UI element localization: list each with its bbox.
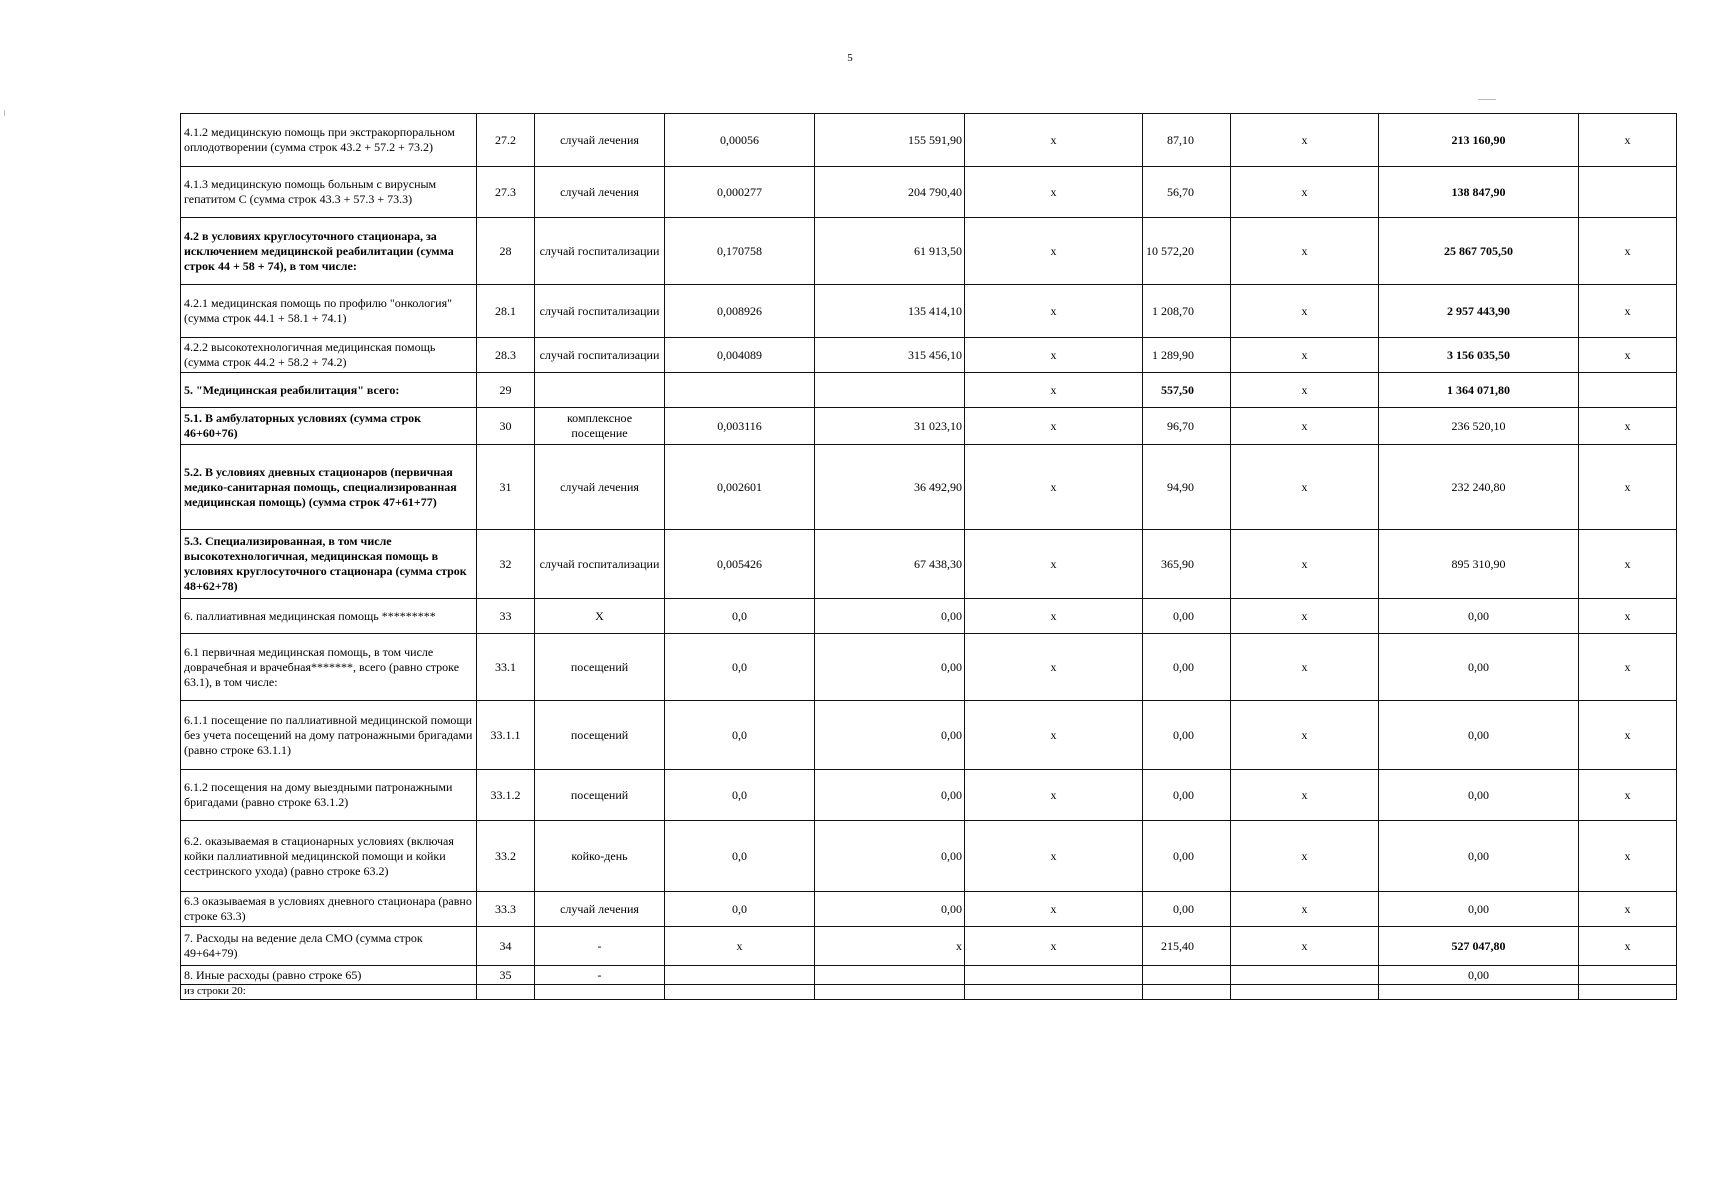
share-percent: х xyxy=(1579,892,1677,927)
total-budget: х xyxy=(1231,821,1379,892)
total-budget: х xyxy=(1231,373,1379,408)
per-capita-budget: х xyxy=(965,408,1143,445)
row-name: 4.2 в условиях круглосуточного стационара, за исключением медицинской реабилитации (сумма строк 44 + 58 + 74), в том числе: xyxy=(181,218,477,285)
share-percent: х xyxy=(1579,114,1677,167)
normative-volume: 0,0 xyxy=(665,634,815,701)
normative-volume: 0,0 xyxy=(665,892,815,927)
normative-cost: 67 438,30 xyxy=(815,530,965,599)
normative-volume: 0,000277 xyxy=(665,167,815,218)
per-capita-budget: х xyxy=(965,770,1143,821)
per-capita-budget: х xyxy=(965,285,1143,338)
per-capita-budget: х xyxy=(965,167,1143,218)
per-capita-budget: х xyxy=(965,701,1143,770)
row-number: 30 xyxy=(477,408,535,445)
share-percent xyxy=(1579,167,1677,218)
normative-cost: 0,00 xyxy=(815,892,965,927)
table-row xyxy=(181,114,1677,167)
unit-of-measure: случай лечения xyxy=(535,892,665,927)
share-percent: х xyxy=(1579,599,1677,634)
total-oms: 232 240,80 xyxy=(1379,445,1579,530)
per-capita-budget: х xyxy=(965,892,1143,927)
normative-cost: 155 591,90 xyxy=(815,114,965,167)
total-budget: х xyxy=(1231,701,1379,770)
total-budget xyxy=(1231,985,1379,1000)
total-budget: х xyxy=(1231,445,1379,530)
per-capita-oms: 56,70 xyxy=(1143,167,1231,218)
per-capita-budget: х xyxy=(965,373,1143,408)
per-capita-oms: 1 289,90 xyxy=(1143,338,1231,373)
total-budget: х xyxy=(1231,770,1379,821)
per-capita-budget: х xyxy=(965,218,1143,285)
total-oms: 0,00 xyxy=(1379,770,1579,821)
total-budget: х xyxy=(1231,338,1379,373)
row-name: 6.1 первичная медицинская помощь, в том числе доврачебная и врачебная*******, всего (равно строке 63.1), в том числе: xyxy=(181,634,477,701)
share-percent: х xyxy=(1579,821,1677,892)
normative-volume xyxy=(665,966,815,985)
table-row xyxy=(181,770,1677,821)
per-capita-oms: 0,00 xyxy=(1143,634,1231,701)
per-capita-oms: 1 208,70 xyxy=(1143,285,1231,338)
per-capita-oms: 87,10 xyxy=(1143,114,1231,167)
per-capita-oms: 557,50 xyxy=(1143,373,1231,408)
total-budget: х xyxy=(1231,927,1379,966)
per-capita-oms: 365,90 xyxy=(1143,530,1231,599)
row-name: 6.1.2 посещения на дому выездными патронажными бригадами (равно строке 63.1.2) xyxy=(181,770,477,821)
share-percent: х xyxy=(1579,530,1677,599)
total-budget: х xyxy=(1231,892,1379,927)
total-oms: 0,00 xyxy=(1379,966,1579,985)
normative-cost: 204 790,40 xyxy=(815,167,965,218)
normative-cost: 0,00 xyxy=(815,634,965,701)
share-percent xyxy=(1579,985,1677,1000)
share-percent: х xyxy=(1579,218,1677,285)
total-oms: 213 160,90 xyxy=(1379,114,1579,167)
normative-volume: 0,004089 xyxy=(665,338,815,373)
total-oms: 3 156 035,50 xyxy=(1379,338,1579,373)
normative-cost: 61 913,50 xyxy=(815,218,965,285)
normative-volume: 0,00056 xyxy=(665,114,815,167)
row-name: 4.2.2 высокотехнологичная медицинская помощь (сумма строк 44.2 + 58.2 + 74.2) xyxy=(181,338,477,373)
normative-volume: 0,003116 xyxy=(665,408,815,445)
per-capita-oms: 94,90 xyxy=(1143,445,1231,530)
normative-cost: х xyxy=(815,927,965,966)
per-capita-oms: 0,00 xyxy=(1143,599,1231,634)
normative-volume: 0,0 xyxy=(665,701,815,770)
per-capita-oms: 0,00 xyxy=(1143,770,1231,821)
unit-of-measure: - xyxy=(535,966,665,985)
per-capita-budget: х xyxy=(965,338,1143,373)
normative-cost xyxy=(815,966,965,985)
unit-of-measure: посещений xyxy=(535,701,665,770)
row-number: 35 xyxy=(477,966,535,985)
row-number: 33.1 xyxy=(477,634,535,701)
per-capita-budget: х xyxy=(965,821,1143,892)
per-capita-oms: 0,00 xyxy=(1143,821,1231,892)
row-number: 34 xyxy=(477,927,535,966)
per-capita-budget: х xyxy=(965,114,1143,167)
normative-cost: 31 023,10 xyxy=(815,408,965,445)
scan-speck xyxy=(4,110,5,116)
unit-of-measure: случай лечения xyxy=(535,445,665,530)
row-number: 31 xyxy=(477,445,535,530)
per-capita-oms: 96,70 xyxy=(1143,408,1231,445)
table-row xyxy=(181,338,1677,373)
normative-volume xyxy=(665,373,815,408)
per-capita-oms: 215,40 xyxy=(1143,927,1231,966)
table-row xyxy=(181,701,1677,770)
total-budget xyxy=(1231,966,1379,985)
row-name: 4.1.2 медицинскую помощь при экстракорпоральном оплодотворении (сумма строк 43.2 + 57.2 + 73.2) xyxy=(181,114,477,167)
normative-cost xyxy=(815,985,965,1000)
normative-cost xyxy=(815,373,965,408)
table-row xyxy=(181,408,1677,445)
normative-cost: 135 414,10 xyxy=(815,285,965,338)
table-body xyxy=(181,114,1677,1000)
unit-of-measure: случай госпитализации xyxy=(535,530,665,599)
normative-volume: 0,0 xyxy=(665,821,815,892)
normative-volume xyxy=(665,985,815,1000)
normative-cost: 36 492,90 xyxy=(815,445,965,530)
per-capita-budget: х xyxy=(965,927,1143,966)
total-oms: 0,00 xyxy=(1379,821,1579,892)
total-oms: 895 310,90 xyxy=(1379,530,1579,599)
per-capita-oms: 0,00 xyxy=(1143,892,1231,927)
total-oms: 0,00 xyxy=(1379,634,1579,701)
row-name: 6.1.1 посещение по паллиативной медицинской помощи без учета посещений на дому патронажными бригадами (равно строке 63.1.1) xyxy=(181,701,477,770)
total-oms: 2 957 443,90 xyxy=(1379,285,1579,338)
total-budget: х xyxy=(1231,408,1379,445)
unit-of-measure: случай госпитализации xyxy=(535,338,665,373)
table-row xyxy=(181,218,1677,285)
per-capita-budget xyxy=(965,966,1143,985)
row-name: 5.1. В амбулаторных условиях (сумма строк 46+60+76) xyxy=(181,408,477,445)
unit-of-measure: койко-день xyxy=(535,821,665,892)
total-oms: 25 867 705,50 xyxy=(1379,218,1579,285)
row-name: 5.3. Специализированная, в том числе высокотехнологичная, медицинская помощь в условиях круглосуточного стационара (сумма строк 48+62+78) xyxy=(181,530,477,599)
indicators-table xyxy=(180,113,1677,1000)
row-number: 28.1 xyxy=(477,285,535,338)
per-capita-oms: 10 572,20 xyxy=(1143,218,1231,285)
table-row xyxy=(181,821,1677,892)
normative-volume: 0,0 xyxy=(665,770,815,821)
normative-cost: 0,00 xyxy=(815,599,965,634)
total-budget: х xyxy=(1231,599,1379,634)
total-oms: 0,00 xyxy=(1379,599,1579,634)
row-name: 8. Иные расходы (равно строке 65) xyxy=(181,966,477,985)
total-oms: 0,00 xyxy=(1379,701,1579,770)
table-row xyxy=(181,599,1677,634)
total-oms xyxy=(1379,985,1579,1000)
per-capita-budget: х xyxy=(965,634,1143,701)
scan-speck xyxy=(1478,99,1496,100)
row-name: 4.2.1 медицинская помощь по профилю "онкология" (сумма строк 44.1 + 58.1 + 74.1) xyxy=(181,285,477,338)
row-number: 27.3 xyxy=(477,167,535,218)
total-oms: 527 047,80 xyxy=(1379,927,1579,966)
row-number: 33.2 xyxy=(477,821,535,892)
share-percent: х xyxy=(1579,770,1677,821)
share-percent xyxy=(1579,966,1677,985)
share-percent: х xyxy=(1579,927,1677,966)
normative-cost: 315 456,10 xyxy=(815,338,965,373)
row-number: 33.3 xyxy=(477,892,535,927)
table-row xyxy=(181,985,1677,1000)
table-row xyxy=(181,530,1677,599)
per-capita-oms xyxy=(1143,985,1231,1000)
table-row xyxy=(181,966,1677,985)
row-name: 4.1.3 медицинскую помощь больным с вирусным гепатитом С (сумма строк 43.3 + 57.3 + 73.3) xyxy=(181,167,477,218)
total-budget: х xyxy=(1231,114,1379,167)
share-percent: х xyxy=(1579,408,1677,445)
unit-of-measure: комплексное посещение xyxy=(535,408,665,445)
unit-of-measure: посещений xyxy=(535,770,665,821)
row-number: 29 xyxy=(477,373,535,408)
per-capita-oms xyxy=(1143,966,1231,985)
normative-cost: 0,00 xyxy=(815,701,965,770)
row-name: из строки 20: xyxy=(181,985,477,1000)
unit-of-measure: - xyxy=(535,927,665,966)
per-capita-budget: х xyxy=(965,530,1143,599)
share-percent: х xyxy=(1579,338,1677,373)
unit-of-measure: Х xyxy=(535,599,665,634)
table-row xyxy=(181,927,1677,966)
table-row xyxy=(181,634,1677,701)
normative-volume: х xyxy=(665,927,815,966)
row-name: 6.2. оказываемая в стационарных условиях (включая койки паллиативной медицинской помощи и койки сестринского ухода) (равно строке 63.2) xyxy=(181,821,477,892)
table-row xyxy=(181,167,1677,218)
row-number: 28.3 xyxy=(477,338,535,373)
row-number: 32 xyxy=(477,530,535,599)
unit-of-measure: случай лечения xyxy=(535,114,665,167)
row-number xyxy=(477,985,535,1000)
total-budget: х xyxy=(1231,530,1379,599)
share-percent: х xyxy=(1579,445,1677,530)
total-budget: х xyxy=(1231,167,1379,218)
share-percent: х xyxy=(1579,701,1677,770)
row-number: 27.2 xyxy=(477,114,535,167)
normative-volume: 0,0 xyxy=(665,599,815,634)
per-capita-budget: х xyxy=(965,599,1143,634)
row-number: 33.1.1 xyxy=(477,701,535,770)
table-row xyxy=(181,892,1677,927)
normative-volume: 0,008926 xyxy=(665,285,815,338)
unit-of-measure xyxy=(535,373,665,408)
row-name: 7. Расходы на ведение дела СМО (сумма строк 49+64+79) xyxy=(181,927,477,966)
total-oms: 1 364 071,80 xyxy=(1379,373,1579,408)
row-name: 5. "Медицинская реабилитация" всего: xyxy=(181,373,477,408)
total-oms: 138 847,90 xyxy=(1379,167,1579,218)
unit-of-measure: посещений xyxy=(535,634,665,701)
total-oms: 0,00 xyxy=(1379,892,1579,927)
total-oms: 236 520,10 xyxy=(1379,408,1579,445)
unit-of-measure: случай госпитализации xyxy=(535,218,665,285)
share-percent: х xyxy=(1579,634,1677,701)
row-name: 6. паллиативная медицинская помощь ********* xyxy=(181,599,477,634)
row-name: 6.3 оказываемая в условиях дневного стационара (равно строке 63.3) xyxy=(181,892,477,927)
row-number: 33.1.2 xyxy=(477,770,535,821)
normative-volume: 0,170758 xyxy=(665,218,815,285)
share-percent xyxy=(1579,373,1677,408)
per-capita-budget: х xyxy=(965,445,1143,530)
table-row xyxy=(181,445,1677,530)
total-budget: х xyxy=(1231,218,1379,285)
unit-of-measure: случай лечения xyxy=(535,167,665,218)
total-budget: х xyxy=(1231,634,1379,701)
row-number: 28 xyxy=(477,218,535,285)
normative-cost: 0,00 xyxy=(815,821,965,892)
normative-cost: 0,00 xyxy=(815,770,965,821)
normative-volume: 0,005426 xyxy=(665,530,815,599)
total-budget: х xyxy=(1231,285,1379,338)
table-row xyxy=(181,285,1677,338)
per-capita-budget xyxy=(965,985,1143,1000)
row-number: 33 xyxy=(477,599,535,634)
unit-of-measure xyxy=(535,985,665,1000)
per-capita-oms: 0,00 xyxy=(1143,701,1231,770)
page-number: 5 xyxy=(847,52,853,64)
unit-of-measure: случай госпитализации xyxy=(535,285,665,338)
row-name: 5.2. В условиях дневных стационаров (первичная медико-санитарная помощь, специализированная медицинская помощь) (сумма строк 47+61+77) xyxy=(181,445,477,530)
normative-volume: 0,002601 xyxy=(665,445,815,530)
share-percent: х xyxy=(1579,285,1677,338)
table-row xyxy=(181,373,1677,408)
